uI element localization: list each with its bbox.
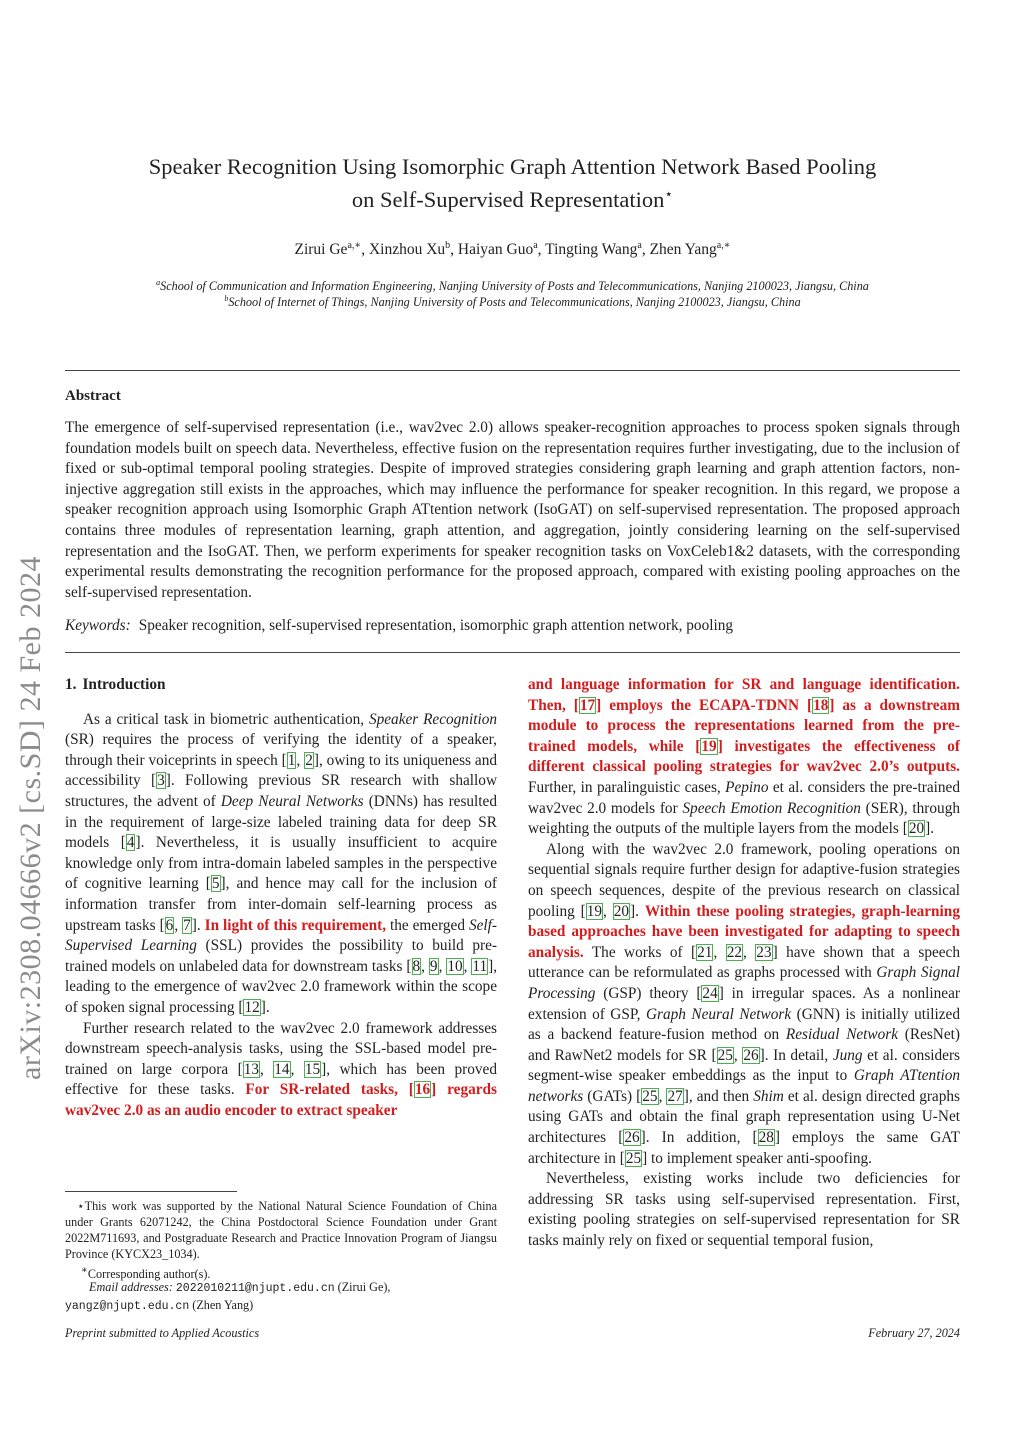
citation-link[interactable]: 26 [743, 1046, 759, 1064]
abstract-heading: Abstract [65, 388, 121, 404]
citation-link[interactable]: 25 [625, 1149, 642, 1167]
abstract-text: The emergence of self-supervised representation (i.e., wav2vec 2.0) allows speaker-recognition approaches to process spoken signals through foundation models built on speech data. Nevertheless, effective fusion on the representation requires further investigating, due to the inclusion of fixed or sub-optimal temporal pooling strategies. Despite of improved strategies considering graph learning and graph attention factors, non-injective aggregation still exists in the approaches, which may influence the performance for speaker recognition. In this regard, we propose a speaker recognition approach using Isomorphic Graph ATtention network (IsoGAT) on self-supervised representation. The proposed approach contains three modules of representation learning, graph attention, and aggregation, jointly considering learning on the self-supervised representation and the IsoGAT. Then, we perform experiments for speaker recognition tasks on VoxCeleb1&2 datasets, with the corresponding experimental results demonstrating the recognition performance for the proposed approach, compared with existing pooling approaches on the self-supervised representation. [65, 419, 960, 601]
author-name: Haiyan Guo [457, 241, 534, 258]
citation-link[interactable]: 5 [211, 875, 220, 893]
title-line-1: Speaker Recognition Using Isomorphic Graph Attention Network Based Pooling [148, 154, 877, 179]
citation-link[interactable]: 15 [304, 1060, 321, 1078]
citation-link[interactable]: 20 [908, 820, 925, 838]
paper-title [65, 150, 960, 216]
author-name: Xinzhou Xu [368, 241, 446, 258]
citation-link[interactable]: 14 [274, 1060, 290, 1078]
citation-link[interactable]: 7 [183, 916, 191, 934]
divider-bottom [65, 652, 960, 653]
keywords-label: Keywords: [65, 617, 131, 634]
title-line-2: on Self-Supervised Representation⋆ [351, 187, 674, 212]
footnote-corresponding: ∗Corresponding author(s). [81, 1265, 211, 1282]
author-name: Zhen Yang [649, 241, 717, 258]
author-name: Tingting Wang [545, 241, 638, 258]
citation-link[interactable]: 6 [165, 916, 174, 934]
intro-paragraph-4: Nevertheless, existing works include two deficiencies for addressing SR tasks using self-supervised representation. First, existing pooling strategies on self-supervised representation for SR tasks mainly rely on fixed or sequential temporal fusion, [528, 1170, 960, 1250]
right-column [528, 675, 960, 1252]
citation-link[interactable]: 28 [758, 1129, 774, 1147]
citation-link[interactable]: 26 [624, 1129, 640, 1147]
divider-top [65, 370, 960, 371]
arxiv-stamp: arXiv:2308.04666v2 [cs.SD] 24 Feb 2024 [14, 556, 47, 1080]
citation-link[interactable]: 4 [126, 834, 135, 852]
email-link-2[interactable]: yangz@njupt.edu.cn [65, 1300, 190, 1313]
citation-link[interactable]: 17 [579, 696, 596, 714]
citation-link[interactable]: 20 [613, 902, 630, 920]
keywords-text: Speaker recognition, self-supervised representation, isomorphic graph attention network, pooling [138, 617, 734, 634]
author-name: Zirui Ge [294, 241, 348, 258]
citation-link[interactable]: 18 [813, 696, 829, 714]
citation-link[interactable]: 3 [157, 772, 165, 790]
citation-link[interactable]: 21 [697, 943, 713, 961]
footer-right: February 27, 2024 [868, 1326, 960, 1340]
citation-link[interactable]: 19 [701, 737, 717, 755]
affiliation-a: $^a$School of Communication and Information Engineering, Nanjing University of Posts and Telecommunications, Nanjing 2100023, Jiangsu, China [156, 277, 869, 293]
citation-link[interactable]: 25 [642, 1087, 658, 1105]
author-list: Zirui $Ge^{a,∗}$, Xinzhou Xu$^b$, Haiyan Guo$^a$, Tingting Wang$^a$, Zhen Yang$^{a,∗}$ [294, 239, 731, 258]
intro-paragraph-2-continued: and language information for SR and language identification. Then, [17] employs the ECAPA-TDNN [18] as a downstream module to process the representations learned from the pre-trained models, while [19] investigates the effectiveness of different classical pooling strategies for wav2vec 2.0’s outputs. Further, in paralinguistic cases, Pepino et al. considers the pre-trained wav2vec 2.0 models for Speech Emotion Recognition (SER), through weighting the outputs of the multiple layers from the models [20]. [528, 676, 960, 838]
left-column [65, 675, 497, 1121]
footnote-emails: Email addresses: 2022010211@njupt.edu.cn (Zirui Ge), yangz@njupt.edu.cn (Zhen Yang) [65, 1280, 391, 1313]
footer-left: Preprint submitted to Applied Acoustics [65, 1326, 260, 1340]
citation-link[interactable]: 12 [244, 998, 260, 1016]
footnote-rule [65, 1191, 237, 1192]
citation-link[interactable]: 8 [412, 957, 421, 975]
keywords [65, 616, 960, 636]
intro-paragraph-1: As a critical task in biometric authentication, Speaker Recognition (SR) requires the process of verifying the identity of a speaker, through their voiceprints in speech [1, 2], owing to its uniqueness and accessibility [3]. Following previous SR research with shallow structures, the advent of Deep Neural Networks (DNNs) has resulted in the requirement of large-size labeled training data for deep SR models [4]. Nevertheless, it is usually insufficient to acquire knowledge only from intra-domain labeled samples in the perspective of cognitive learning [5], and hence may call for the inclusion of information transfer from inter-domain self-learning process as upstream tasks [6, 7]. In light of this requirement, the emerged Self-Supervised Learning (SSL) provides the possibility to build pre-trained models on unlabeled data for downstream tasks [8, 9, 10, 11], leading to the emergence of wav2vec 2.0 framework within the scope of spoken signal processing [12]. [65, 710, 498, 1016]
citation-link[interactable]: 1 [287, 751, 296, 769]
citation-link[interactable]: 24 [702, 984, 718, 1002]
citation-link[interactable]: 25 [717, 1046, 733, 1064]
citation-link[interactable]: 2 [305, 751, 313, 769]
citation-link[interactable]: 11 [472, 957, 488, 975]
intro-paragraph-3: Along with the wav2vec 2.0 framework, pooling operations on sequential signals require further design for adaptive-fusion strategies on speech sequences, despite of the previous research on classical pooling [19, 20]. Within these pooling strategies, graph-learning based approaches have been investigated for adapting to speech analysis. The works of [21, 22, 23] have shown that a speech utterance can be reformulated as graphs processed with Graph Signal Processing (GSP) theory [24] in irregular spaces. As a nonlinear extension of GSP, Graph Neural Network (GNN) is initially utilized as a backend feature-fusion method on Residual Network (ResNet) and RawNet2 models for SR [25, 26]. In detail, Jung et al. considers segment-wise speaker embeddings as the input to Graph ATtention networks (GATs) [25, 27], and then Shim et al. design directed graphs using GATs and obtain the final graph representation using U-Net architectures [26]. In addition, [28] employs the same GAT architecture in [25] to implement speaker anti-spoofing. [528, 840, 961, 1167]
citation-link[interactable]: 23 [756, 943, 772, 961]
citation-link[interactable]: 27 [667, 1087, 683, 1105]
citation-link[interactable]: 19 [586, 902, 603, 920]
citation-link[interactable]: 10 [447, 957, 463, 975]
title-star-mark: ⋆ [664, 187, 674, 203]
citation-link[interactable]: 22 [726, 943, 743, 961]
section-heading: 1. Introduction [65, 676, 166, 693]
citation-link[interactable]: 16 [414, 1081, 431, 1099]
citation-link[interactable]: 9 [429, 957, 438, 975]
footnote-funding: ⋆This work was supported by the National Natural Science Foundation of China under Grants 62071242, the China Postdoctoral Science Foundation under Grant 2022M711693, and Postgraduate Research and Practice Innovation Program of Jiangsu Province (KYCX23_1034). [65, 1199, 497, 1261]
email-link-1[interactable]: 2022010211@njupt.edu.cn [175, 1282, 335, 1295]
affiliation-b: $^b$School of Internet of Things, Nanjing University of Posts and Telecommunications, Nanjing 2100023, Jiangsu, China [224, 293, 801, 309]
intro-paragraph-2: Further research related to the wav2vec 2.0 framework addresses downstream speech-analysis tasks, using the SSL-based model pre-trained on large corpora [13, 14, 15], which has been proved effective for these tasks. For SR-related tasks, [16] regards wav2vec 2.0 as an audio encoder to extract speaker [65, 1019, 497, 1119]
citation-link[interactable]: 13 [243, 1060, 259, 1078]
